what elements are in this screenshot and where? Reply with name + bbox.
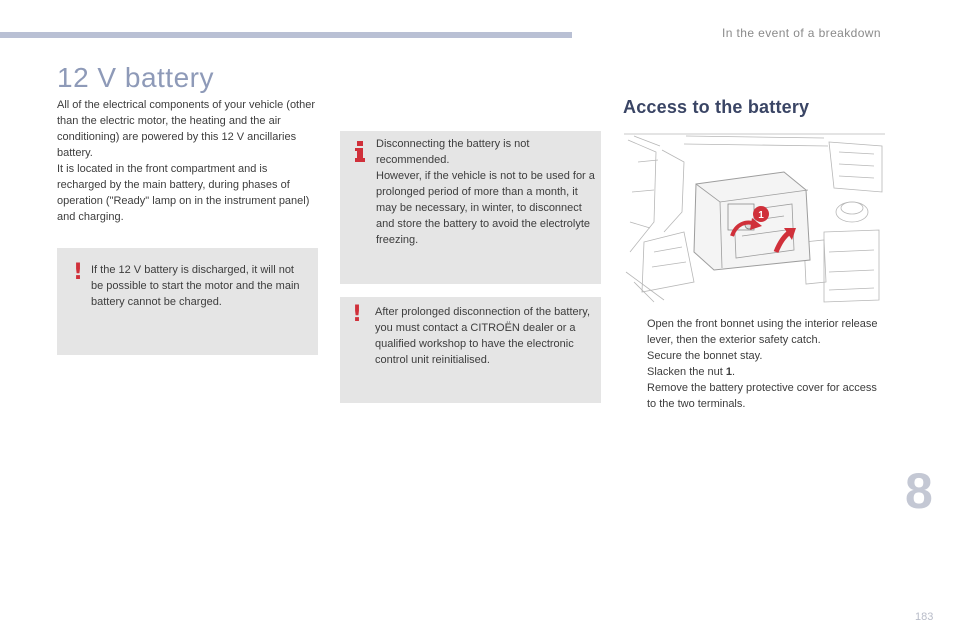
discharge-warning-text: If the 12 V battery is discharged, it will not be possible to start the motor and the main battery cannot be charged.: [91, 264, 300, 308]
step-item: [625, 316, 885, 348]
battery-location-illustration: [624, 132, 885, 304]
step-text: Slacken the nut: [647, 366, 726, 378]
intro-text: [57, 97, 319, 225]
page-title: 12 V battery: [57, 62, 214, 93]
disconnect-info-box: [340, 131, 601, 284]
page-number: 183: [915, 611, 934, 623]
section-label: In the event of a breakdown: [722, 26, 881, 40]
access-heading: Access to the battery: [623, 97, 810, 117]
access-steps: [625, 316, 885, 412]
header-rule: [0, 32, 572, 38]
disconnect-info-paragraph: However, if the vehicle is not to be used for a prolonged period of more than a month, it may be necessary, in winter, to disconnect and store the battery to avoid the electrolyte freezing.: [376, 170, 595, 246]
callout-label: 1: [758, 210, 764, 221]
disconnect-info-text: [376, 136, 596, 248]
step-item: [625, 348, 885, 364]
discharge-warning-box: [57, 248, 318, 355]
step-item: [625, 380, 885, 412]
step-item: [625, 364, 885, 380]
intro-paragraph: All of the electrical components of your vehicle (other than the electric motor, the heating and the air conditioning) are powered by this 12 V ancillaries battery.: [57, 99, 316, 159]
step-tail: .: [732, 366, 736, 378]
reconnect-warning-text: After prolonged disconnection of the battery, you must contact a CITROËN dealer or a qualified workshop to have the electronic control unit reinitialised.: [375, 306, 591, 366]
disconnect-info-paragraph: Disconnecting the battery is not recommended.: [376, 138, 530, 166]
reconnect-warning-box: [340, 297, 601, 403]
info-icon: [356, 141, 364, 163]
chapter-number: 8: [905, 463, 933, 519]
exclamation-warning-icon: !: [352, 302, 363, 327]
step-bold: 1: [725, 366, 733, 378]
step-text: Secure the bonnet stay.: [647, 350, 763, 362]
exclamation-warning-icon: !: [73, 260, 84, 285]
step-text: Remove the battery protective cover for access to the two terminals.: [647, 382, 877, 410]
intro-paragraph: It is located in the front compartment and is recharged by the main battery, during phases of operation ("Ready" lamp on in the instrument panel) and charging.: [57, 163, 310, 223]
step-text: Open the front bonnet using the interior release lever, then the exterior safety catch.: [647, 318, 878, 346]
